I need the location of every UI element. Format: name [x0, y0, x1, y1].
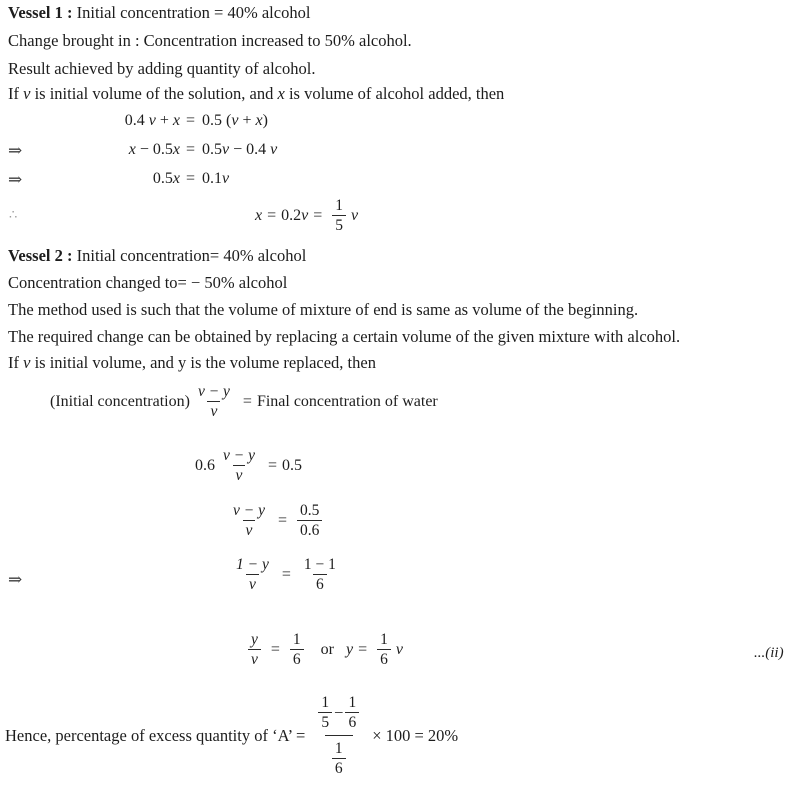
therefore-symbol: ∴ [9, 207, 18, 222]
denominator: 6 [313, 574, 327, 593]
numerator: v − y [197, 383, 230, 400]
equals-sign: = [242, 392, 252, 410]
conclusion-line [5, 694, 458, 777]
fraction-one-sixth [377, 631, 391, 669]
text-fragment: 0.2 [281, 206, 302, 224]
var-v: v [301, 206, 309, 224]
text-fragment: ) [262, 112, 268, 129]
equation-2-rhs [202, 141, 277, 159]
equation-2-lhs [8, 141, 180, 159]
vessel2-title-rest: Initial concentration= 40% alcohol [72, 246, 307, 265]
denominator: 6 [345, 712, 359, 731]
text-fragment: If [8, 84, 24, 103]
var-x: x [277, 84, 285, 103]
fraction-y-over-v [248, 631, 261, 669]
var-x: x [172, 141, 180, 158]
denominator: v [248, 649, 261, 668]
text-fragment: × 100 = 20% [372, 725, 459, 745]
text-fragment: 0.4 [124, 112, 149, 129]
var-x: x [255, 112, 263, 129]
var-v: v [222, 170, 230, 187]
equation-tag-ii: ...(ii) [754, 645, 784, 661]
fraction-05-over-06 [297, 502, 322, 540]
var-v: v [148, 112, 156, 129]
text-fragment: 0.1 [202, 170, 222, 187]
equals-sign: = [267, 206, 277, 224]
denominator: v [246, 574, 259, 593]
text-fragment: If [8, 353, 24, 372]
text-fragment: is initial volume, and y is the volume replaced, then [30, 353, 376, 372]
denominator: 6 [332, 758, 346, 777]
denominator: 6 [377, 649, 391, 668]
equals-sign: = [277, 511, 287, 529]
vessel2-label: Vessel 2 : [8, 246, 73, 265]
var-v: v [270, 141, 278, 158]
denominator: v [207, 401, 220, 420]
fraction-v-minus-y-over-v [220, 447, 258, 485]
equals-sign: = [270, 640, 280, 658]
text-fragment: Hence, percentage of excess quantity of ‘A’ = [5, 725, 306, 745]
text-fragment: 0.5 [202, 141, 222, 158]
vessel1-change-line: Change brought in : Concentration increased to 50% alcohol. [8, 31, 412, 50]
equals-sign: = [186, 141, 196, 158]
numerator: v − y [223, 447, 255, 464]
equation-3-rhs [202, 170, 229, 188]
equation-4 [255, 197, 358, 235]
var-v: v [395, 640, 403, 658]
big-fraction [311, 694, 366, 777]
equation-3 [8, 170, 800, 192]
text-fragment: 0.5 [152, 170, 173, 187]
text-fragment: − 0.4 [229, 141, 271, 158]
vessel2-heading-line [8, 246, 306, 266]
or-text: or [320, 640, 334, 658]
var-v: v [23, 84, 31, 103]
equation-2 [8, 141, 800, 163]
text-fragment: Final concentration of water [256, 392, 438, 410]
numerator: 1 − 1 [303, 556, 336, 573]
var-x: x [172, 112, 180, 129]
math-line-one-minus-y [228, 556, 344, 594]
text-fragment: + [238, 112, 256, 129]
denominator: 0.6 [297, 520, 322, 539]
numerator: 1 [348, 694, 357, 711]
fraction-v-minus-y-over-v [230, 502, 268, 540]
numerator: v − y [233, 502, 265, 519]
equation-1-lhs [8, 112, 180, 130]
implies-arrow: ⇒ [8, 141, 23, 160]
fraction-v-minus-y-over-v [195, 383, 233, 421]
fraction-one-sixth [290, 631, 304, 669]
var-y: y [346, 640, 354, 658]
text-fragment: + [155, 112, 173, 129]
vessel1-if-line [8, 84, 504, 104]
equation-3-lhs [8, 170, 180, 188]
vessel2-if-line [8, 353, 376, 373]
text-fragment: 0.5 [282, 456, 302, 474]
vessel2-changed-line: Concentration changed to= − 50% alcohol [8, 273, 288, 292]
implies-arrow: ⇒ [8, 570, 23, 589]
equals-sign: = [313, 206, 323, 224]
equals-sign: = [186, 112, 196, 129]
vessel1-title-rest: Initial concentration = 40% alcohol [72, 3, 311, 22]
denominator: 5 [332, 215, 346, 234]
var-v: v [23, 353, 31, 372]
text-fragment: (Initial concentration) [50, 392, 190, 410]
numerator: 1 − y [236, 556, 269, 573]
math-line-y-over-v [243, 631, 403, 669]
math-line-initial-concentration [50, 383, 438, 421]
vessel2-method-line: The method used is such that the volume of mixture of end is same as volume of the beginning. [8, 300, 639, 319]
vessel2-required-line: The required change can be obtained by replacing a certain volume of the given mixture with alcohol. [8, 327, 681, 346]
fraction-one-fifth [332, 197, 346, 235]
math-line-ratio [225, 502, 327, 540]
fraction-1-minus-1-over-6 [301, 556, 339, 594]
text-fragment: 0.5 ( [202, 112, 232, 129]
implies-arrow: ⇒ [8, 170, 23, 189]
denominator: 5 [318, 712, 332, 731]
var-x: x [172, 170, 180, 187]
var-x: x [255, 206, 263, 224]
big-fraction-denominator [325, 735, 353, 778]
fraction-1-minus-y-over-v [233, 556, 272, 594]
equals-sign: = [358, 640, 368, 658]
math-line-0-6 [195, 447, 302, 485]
numerator: 1 [321, 694, 330, 711]
var-v: v [351, 206, 359, 224]
numerator: 1 [334, 739, 343, 757]
var-v: v [222, 141, 230, 158]
numerator: 0.5 [300, 502, 320, 519]
numerator: 1 [335, 197, 344, 214]
fraction-one-fifth [318, 694, 332, 732]
fraction-one-sixth [332, 740, 346, 778]
var-x: x [128, 141, 136, 158]
var-v: v [231, 112, 239, 129]
big-fraction-numerator [311, 694, 366, 735]
denominator: v [243, 520, 256, 539]
text-fragment: 0.6 [195, 456, 215, 474]
text-fragment: is initial volume of the solution, and [30, 84, 278, 103]
denominator: 6 [290, 649, 304, 668]
vessel1-label: Vessel 1 : [8, 3, 73, 22]
equation-1 [8, 112, 800, 134]
text-fragment: is volume of alcohol added, then [284, 84, 505, 103]
numerator: 1 [292, 631, 301, 648]
minus-sign: − [334, 702, 344, 722]
text-fragment: − 0.5 [135, 141, 173, 158]
numerator: y [251, 631, 258, 648]
fraction-one-sixth [345, 694, 359, 732]
equation-1-rhs [202, 112, 268, 130]
denominator: v [233, 465, 246, 484]
equals-sign: = [267, 456, 277, 474]
equals-sign: = [281, 565, 291, 583]
equals-sign: = [186, 170, 196, 187]
vessel1-heading-line [8, 3, 310, 23]
numerator: 1 [380, 631, 388, 648]
vessel1-result-line: Result achieved by adding quantity of alcohol. [8, 59, 316, 78]
